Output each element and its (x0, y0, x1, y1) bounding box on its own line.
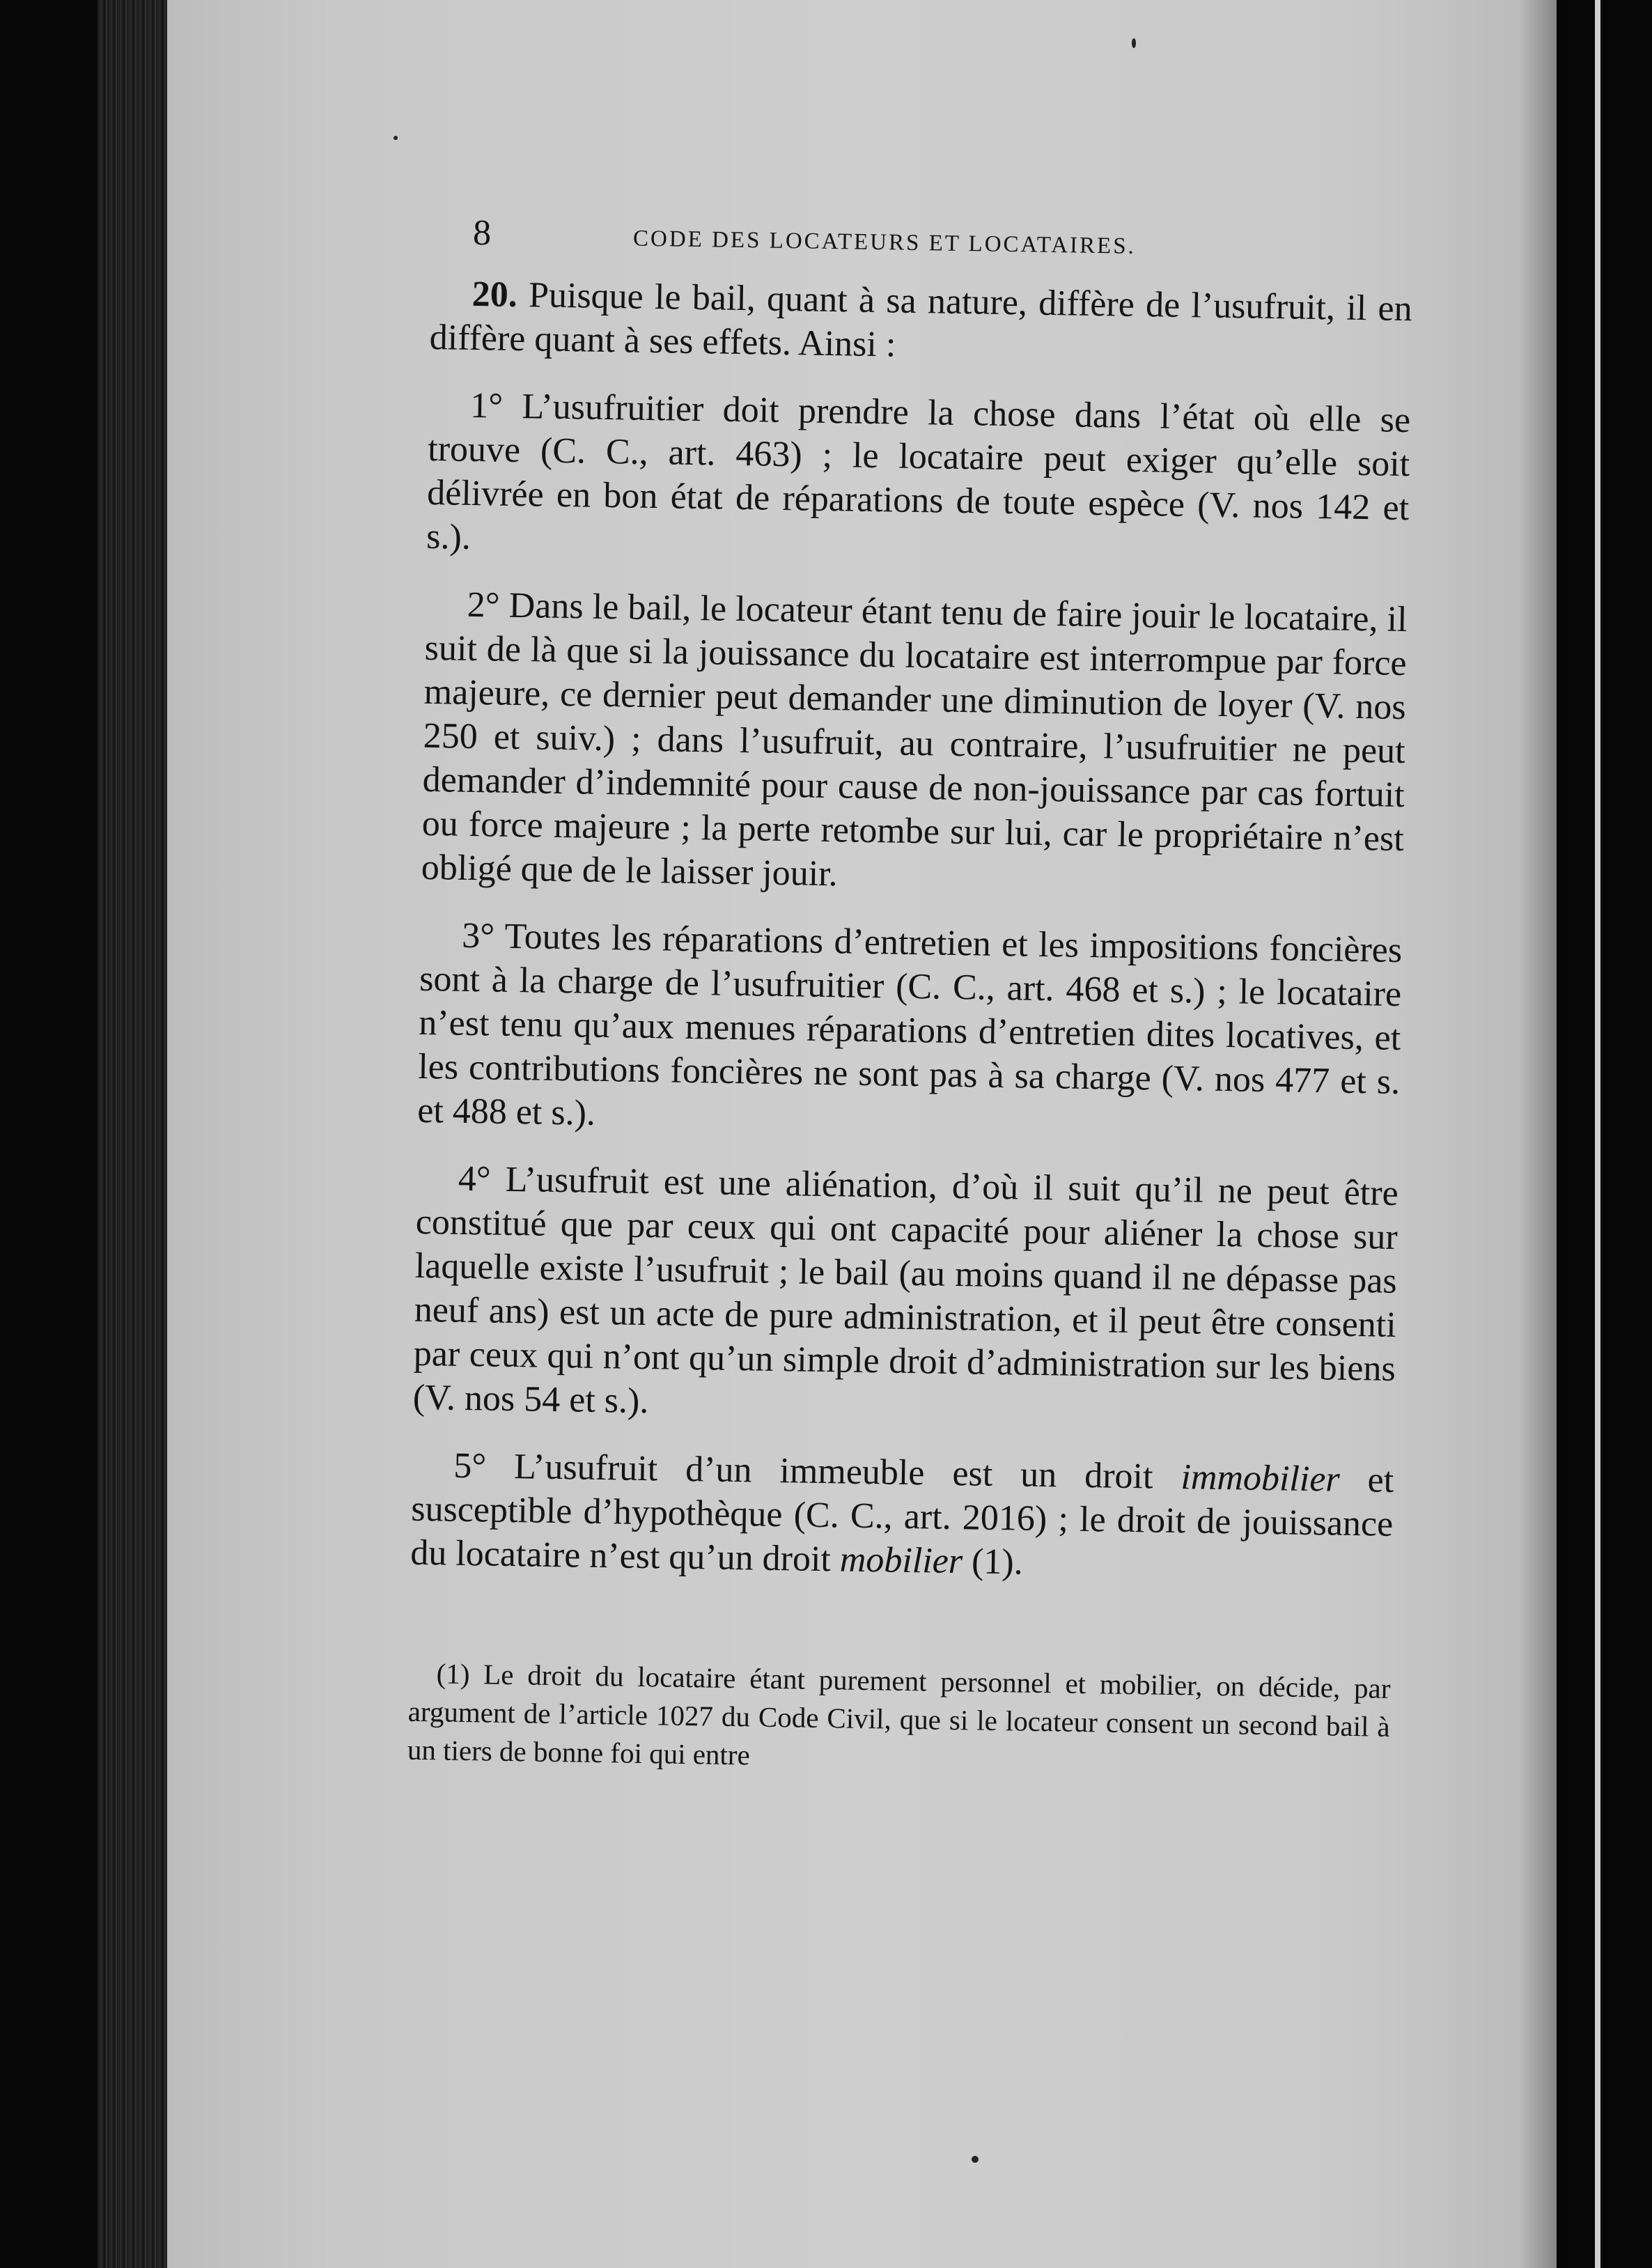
ink-speck (1132, 38, 1136, 48)
paragraph-text: 5° L’usufruit d’un immeuble est un droit (453, 1445, 1181, 1498)
ink-speck (393, 136, 398, 140)
paragraph-text: 3° Toutes les réparations d’entretien et les impositions foncières sont à la charge de l’usufruitier (C. C., art. 468 et s.) ; le locataire n’est tenu qu’aux menues réparations d’entretien dites locatives, et les contributions foncières ne sont pas à sa charge (V. nos 477 et s. et 488 et s.). (416, 915, 1403, 1133)
paragraph-item-3 (417, 913, 1403, 1148)
paragraph-item-2 (421, 582, 1408, 905)
italic-term: mobilier (839, 1539, 963, 1582)
paragraph-text: 1° L’usufruitier doit prendre la chose dans l’état où elle se trouve (C. C., art. 463) ; le locataire peut exiger qu’elle soit délivrée en bon état de réparations de toute espèce (V. nos 142 et s.). (426, 385, 1411, 557)
gutter-shadow (1518, 0, 1567, 2268)
italic-term: immobilier (1180, 1457, 1341, 1500)
page-number: 8 (472, 212, 492, 254)
footnote: (1) Le droit du locataire étant purement personnel et mobilier, on décide, par argument de l’article 1027 du Code Civil, que si le locateur consent un second bail à un tiers de bonne foi qui entre (407, 1657, 1391, 1771)
paragraph-text: (1). (962, 1541, 1024, 1583)
paragraph-text: 4° L’usufruit est une aliénation, d’où il suit qu’il ne peut être constitué que par ceux qui ont capacité pour aliéner la chose sur laquelle existe l’usufruit ; le bail (au moins quand il ne dépasse pas neuf ans) est un acte de pure administration, et il peut être consenti par ceux qui n’ont qu’un simple droit d’administration sur les biens (V. nos 54 et s.). (412, 1158, 1399, 1422)
page-header (430, 195, 1414, 287)
page-edges (98, 0, 174, 2268)
paragraph-text: 2° Dans le bail, le locateur étant tenu de faire jouir le locataire, il suit de là que si la jouissance du locataire est interrompue par force majeure, ce dernier peut demander une diminution de loyer (V. nos 250 et suiv.) ; dans l’usufruit, au contraire, l’usufruitier ne peut demander d’indemnité pour cause de non-jouissance par cas fortuit ou force majeure ; la perte retombe sur lui, car le propriétaire n’est obligé que de le laisser jouir. (421, 584, 1408, 894)
next-page-edge (1595, 0, 1600, 2268)
paragraph-text: Puisque le bail, quant à sa nature, diffère de l’usufruit, il en diffère quant à ses effets. Ainsi : (429, 275, 1413, 365)
running-title: CODE DES LOCATEURS ET LOCATAIRES. (632, 226, 1137, 259)
paragraph-text: et susceptible d’hypothèque (C. C., art. 2016) ; le droit de jouissance du locataire n’est qu’un droit (410, 1459, 1394, 1580)
paragraph-item-4 (412, 1156, 1398, 1435)
paragraph-number: 20. (472, 274, 518, 315)
paragraph-20 (429, 272, 1412, 375)
paragraph-item-1 (426, 383, 1411, 574)
page-text-block (407, 195, 1414, 1785)
ink-speck (972, 2156, 979, 2163)
paragraph-item-5 (410, 1443, 1394, 1590)
